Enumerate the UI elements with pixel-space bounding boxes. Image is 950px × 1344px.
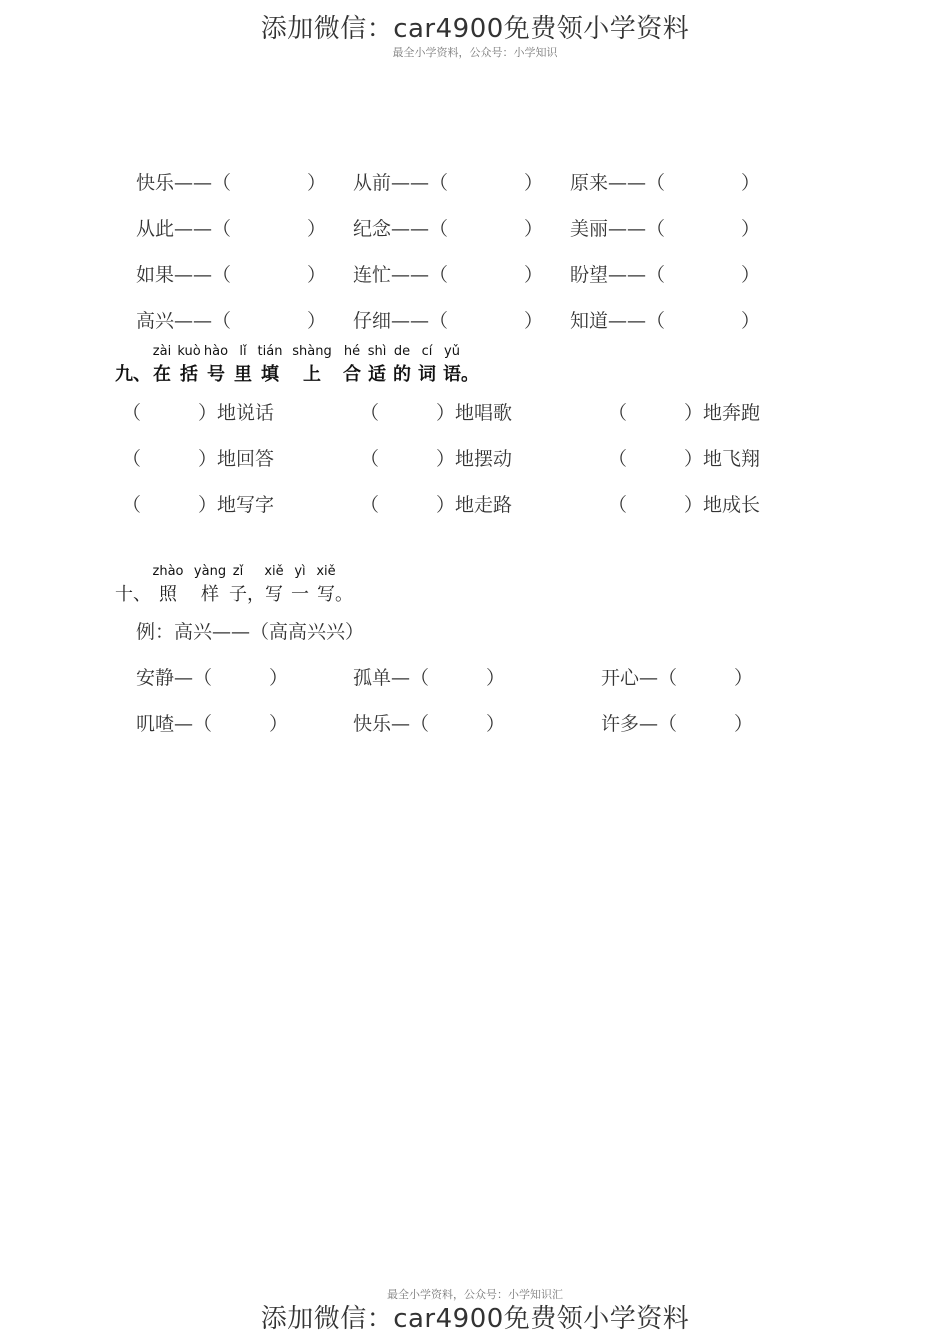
fill-cell: （ ）地摆动 [360, 448, 513, 470]
example-line: 例：高兴——（高高兴兴） [136, 621, 365, 643]
heading-char: 的 [393, 364, 411, 385]
pinyin: tián [257, 344, 283, 359]
pinyin: yàng [193, 564, 227, 579]
pinyin: xiě [316, 564, 336, 579]
heading-char: 括 [180, 364, 198, 385]
pinyin: yì [294, 564, 306, 579]
section-number: 九、 [115, 364, 151, 385]
heading-char: 在 [153, 364, 171, 385]
heading-char: 填 [261, 364, 279, 385]
pinyin: hào [203, 344, 229, 359]
heading-char: 词 [418, 364, 436, 385]
heading-char: 适 [368, 364, 386, 385]
word-cell: 美丽——（ ） [570, 218, 761, 240]
heading-end: 。 [461, 364, 479, 385]
fill-cell: （ ）地成长 [608, 494, 761, 516]
word-cell: 连忙——（ ） [353, 264, 544, 286]
heading-end: 。 [335, 584, 353, 605]
fill-cell: （ ）地奔跑 [608, 402, 761, 424]
word-cell: 高兴——（ ） [136, 310, 327, 332]
heading-char: 语 [443, 364, 461, 385]
pinyin: zhào [152, 564, 184, 579]
word-cell: 原来——（ ） [570, 172, 761, 194]
fill-cell: 许多—（ ） [601, 713, 754, 735]
word-cell: 从此——（ ） [136, 218, 327, 240]
fill-cell: 叽喳—（ ） [136, 713, 289, 735]
section-number: 十、 [115, 584, 151, 605]
heading-char: 写 [317, 584, 335, 605]
word-cell: 盼望——（ ） [570, 264, 761, 286]
pinyin: cí [421, 344, 433, 359]
heading-char: 子 [229, 584, 247, 605]
fill-cell: 安静—（ ） [136, 667, 289, 689]
footer-subtext: 最全小学资料，公众号：小学知识汇 [387, 1288, 563, 1301]
heading-char: 写 [265, 584, 283, 605]
heading-char: 里 [234, 364, 252, 385]
pinyin: xiě [264, 564, 284, 579]
pinyin: zài [152, 344, 172, 359]
heading-char: 号 [207, 364, 225, 385]
word-cell: 从前——（ ） [353, 172, 544, 194]
fill-cell: 孤单—（ ） [353, 667, 506, 689]
heading-char: 样 [201, 584, 219, 605]
pinyin: shàng [292, 344, 332, 359]
pinyin: zǐ [232, 564, 244, 579]
pinyin: hé [343, 344, 361, 359]
fill-cell: （ ）地飞翔 [608, 448, 761, 470]
section10-heading [115, 564, 353, 606]
header-subtext: 最全小学资料，公众号：小学知识 [392, 46, 558, 59]
heading-char: 合 [343, 364, 361, 385]
heading-char: 照 [159, 584, 177, 605]
pinyin: shì [367, 344, 387, 359]
heading-char: 上 [303, 364, 321, 385]
pinyin: kuò [177, 344, 201, 359]
section9-heading [115, 344, 479, 386]
pinyin: de [393, 344, 411, 359]
fill-cell: （ ）地说话 [122, 402, 275, 424]
fill-cell: （ ）地回答 [122, 448, 275, 470]
pinyin: yǔ [444, 344, 460, 359]
word-cell: 知道——（ ） [570, 310, 761, 332]
fill-cell: 快乐—（ ） [353, 713, 506, 735]
fill-cell: （ ）地写字 [122, 494, 275, 516]
heading-char: 一 [291, 584, 309, 605]
word-cell: 仔细——（ ） [353, 310, 544, 332]
fill-cell: 开心—（ ） [601, 667, 754, 689]
bottom-banner: 添加微信：car4900免费领小学资料 [260, 1304, 690, 1334]
fill-cell: （ ）地走路 [360, 494, 513, 516]
word-cell: 快乐——（ ） [136, 172, 327, 194]
heading-char: ， [247, 584, 265, 605]
top-banner: 添加微信：car4900免费领小学资料 [260, 14, 690, 44]
word-cell: 纪念——（ ） [353, 218, 544, 240]
pinyin: lǐ [239, 344, 247, 359]
fill-cell: （ ）地唱歌 [360, 402, 513, 424]
word-cell: 如果——（ ） [136, 264, 327, 286]
